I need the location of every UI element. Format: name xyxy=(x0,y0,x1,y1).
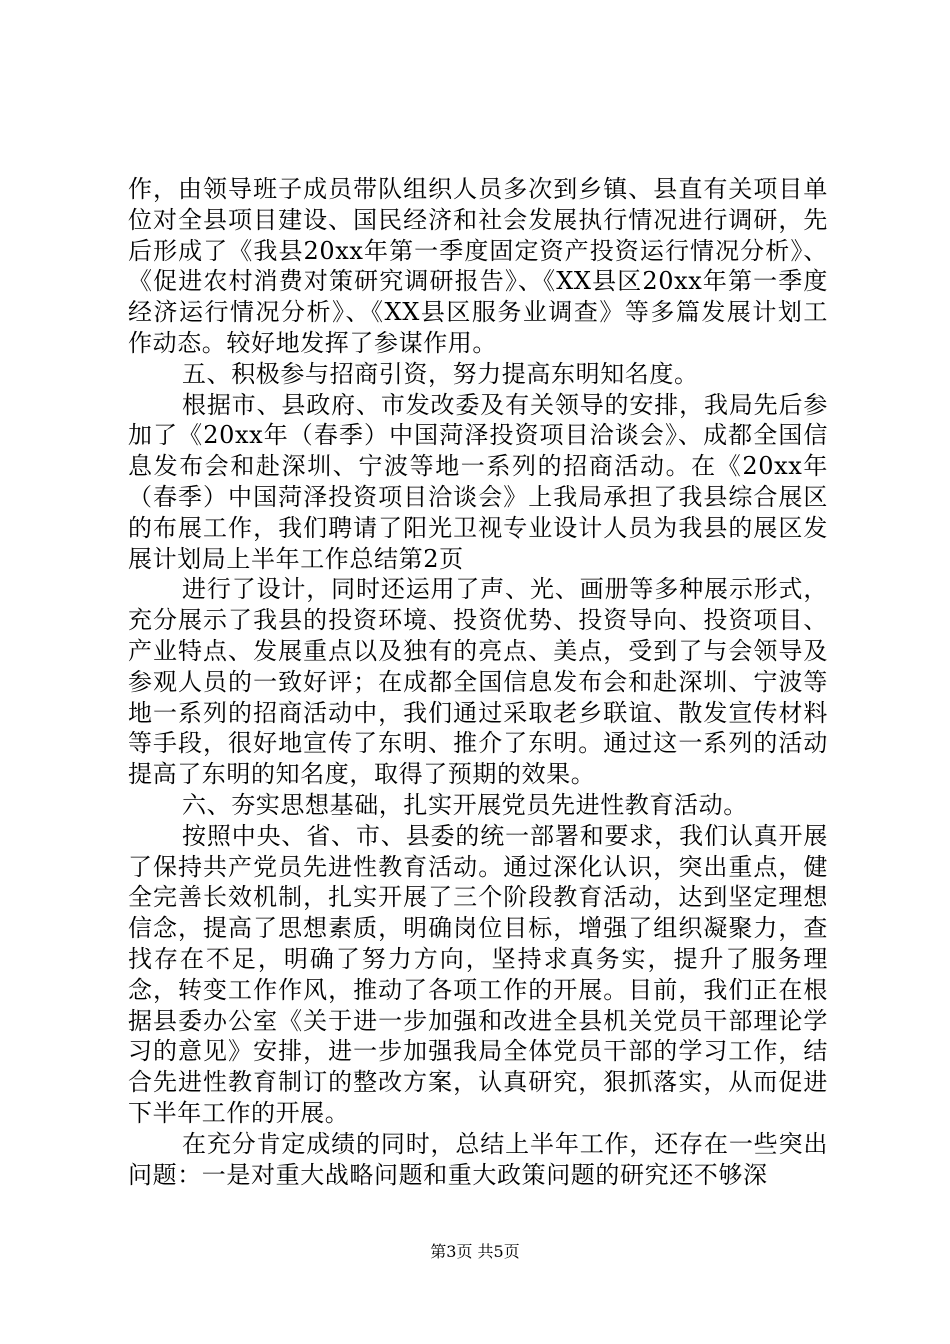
page-footer xyxy=(0,1242,950,1262)
document-body xyxy=(128,174,828,1190)
paragraph-education: 按照中央、省、市、县委的统一部署和要求，我们认真开展了保持共产党员先进性教育活动。通过深化认识，突出重点，健全完善长效机制，扎实开展了三个阶段教育活动，达到坚定理想信念，提高了思想素质，明确岗位目标，增强了组织凝聚力，查找存在不足，明确了努力方向，坚持求真务实，提升了服务理念，转变工作作风，推动了各项工作的开展。目前，我们正在根据县委办公室《关于进一步加强和改进全县机关党员干部理论学习的意见》安排，进一步加强我局全体党员干部的学习工作，结合先进性教育制订的整改方案，认真研究，狠抓落实，从而促进下半年工作的开展。 xyxy=(128,821,828,1127)
section-heading-six: 六、夯实思想基础，扎实开展党员先进性教育活动。 xyxy=(182,790,748,819)
page-number: 第3页 共5页 xyxy=(430,1242,520,1261)
paragraph-continuation: 作，由领导班子成员带队组织人员多次到乡镇、县直有关项目单位对全县项目建设、国民经济和社会发展执行情况进行调研，先后形成了《我县20xx年第一季度固定资产投资运行情况分析》、《促进农村消费对策研究调研报告》、《XX县区20xx年第一季度经济运行情况分析》、《XX县区服务业调查》等多篇发展计划工作动态。较好地发挥了参谋作用。 xyxy=(128,175,828,357)
paragraph-investment: 根据市、县政府、市发改委及有关领导的安排，我局先后参加了《20xx年（春季）中国菏泽投资项目洽谈会》、成都全国信息发布会和赴深圳、宁波等地一系列的招商活动。在《20xx年（春季）中国菏泽投资项目洽谈会》上我局承担了我县综合展区的布展工作，我们聘请了阳光卫视专业设计人员为我县的展区发展计划局上半年工作总结第2页 xyxy=(128,390,828,573)
paragraph-exhibition: 进行了设计，同时还运用了声、光、画册等多种展示形式，充分展示了我县的投资环境、投资优势、投资导向、投资项目、产业特点、发展重点以及独有的亮点、美点，受到了与会领导及参观人员的一致好评；在成都全国信息发布会和赴深圳、宁波等地一系列的招商活动中，我们通过采取老乡联谊、散发宣传材料等手段，很好地宣传了东明、推介了东明。通过这一系列的活动提高了东明的知名度，取得了预期的效果。 xyxy=(128,575,828,789)
paragraph-problems: 在充分肯定成绩的同时，总结上半年工作，还存在一些突出问题：一是对重大战略问题和重大政策问题的研究还不够深 xyxy=(128,1129,828,1189)
section-heading-five: 五、积极参与招商引资，努力提高东明知名度。 xyxy=(182,359,699,388)
